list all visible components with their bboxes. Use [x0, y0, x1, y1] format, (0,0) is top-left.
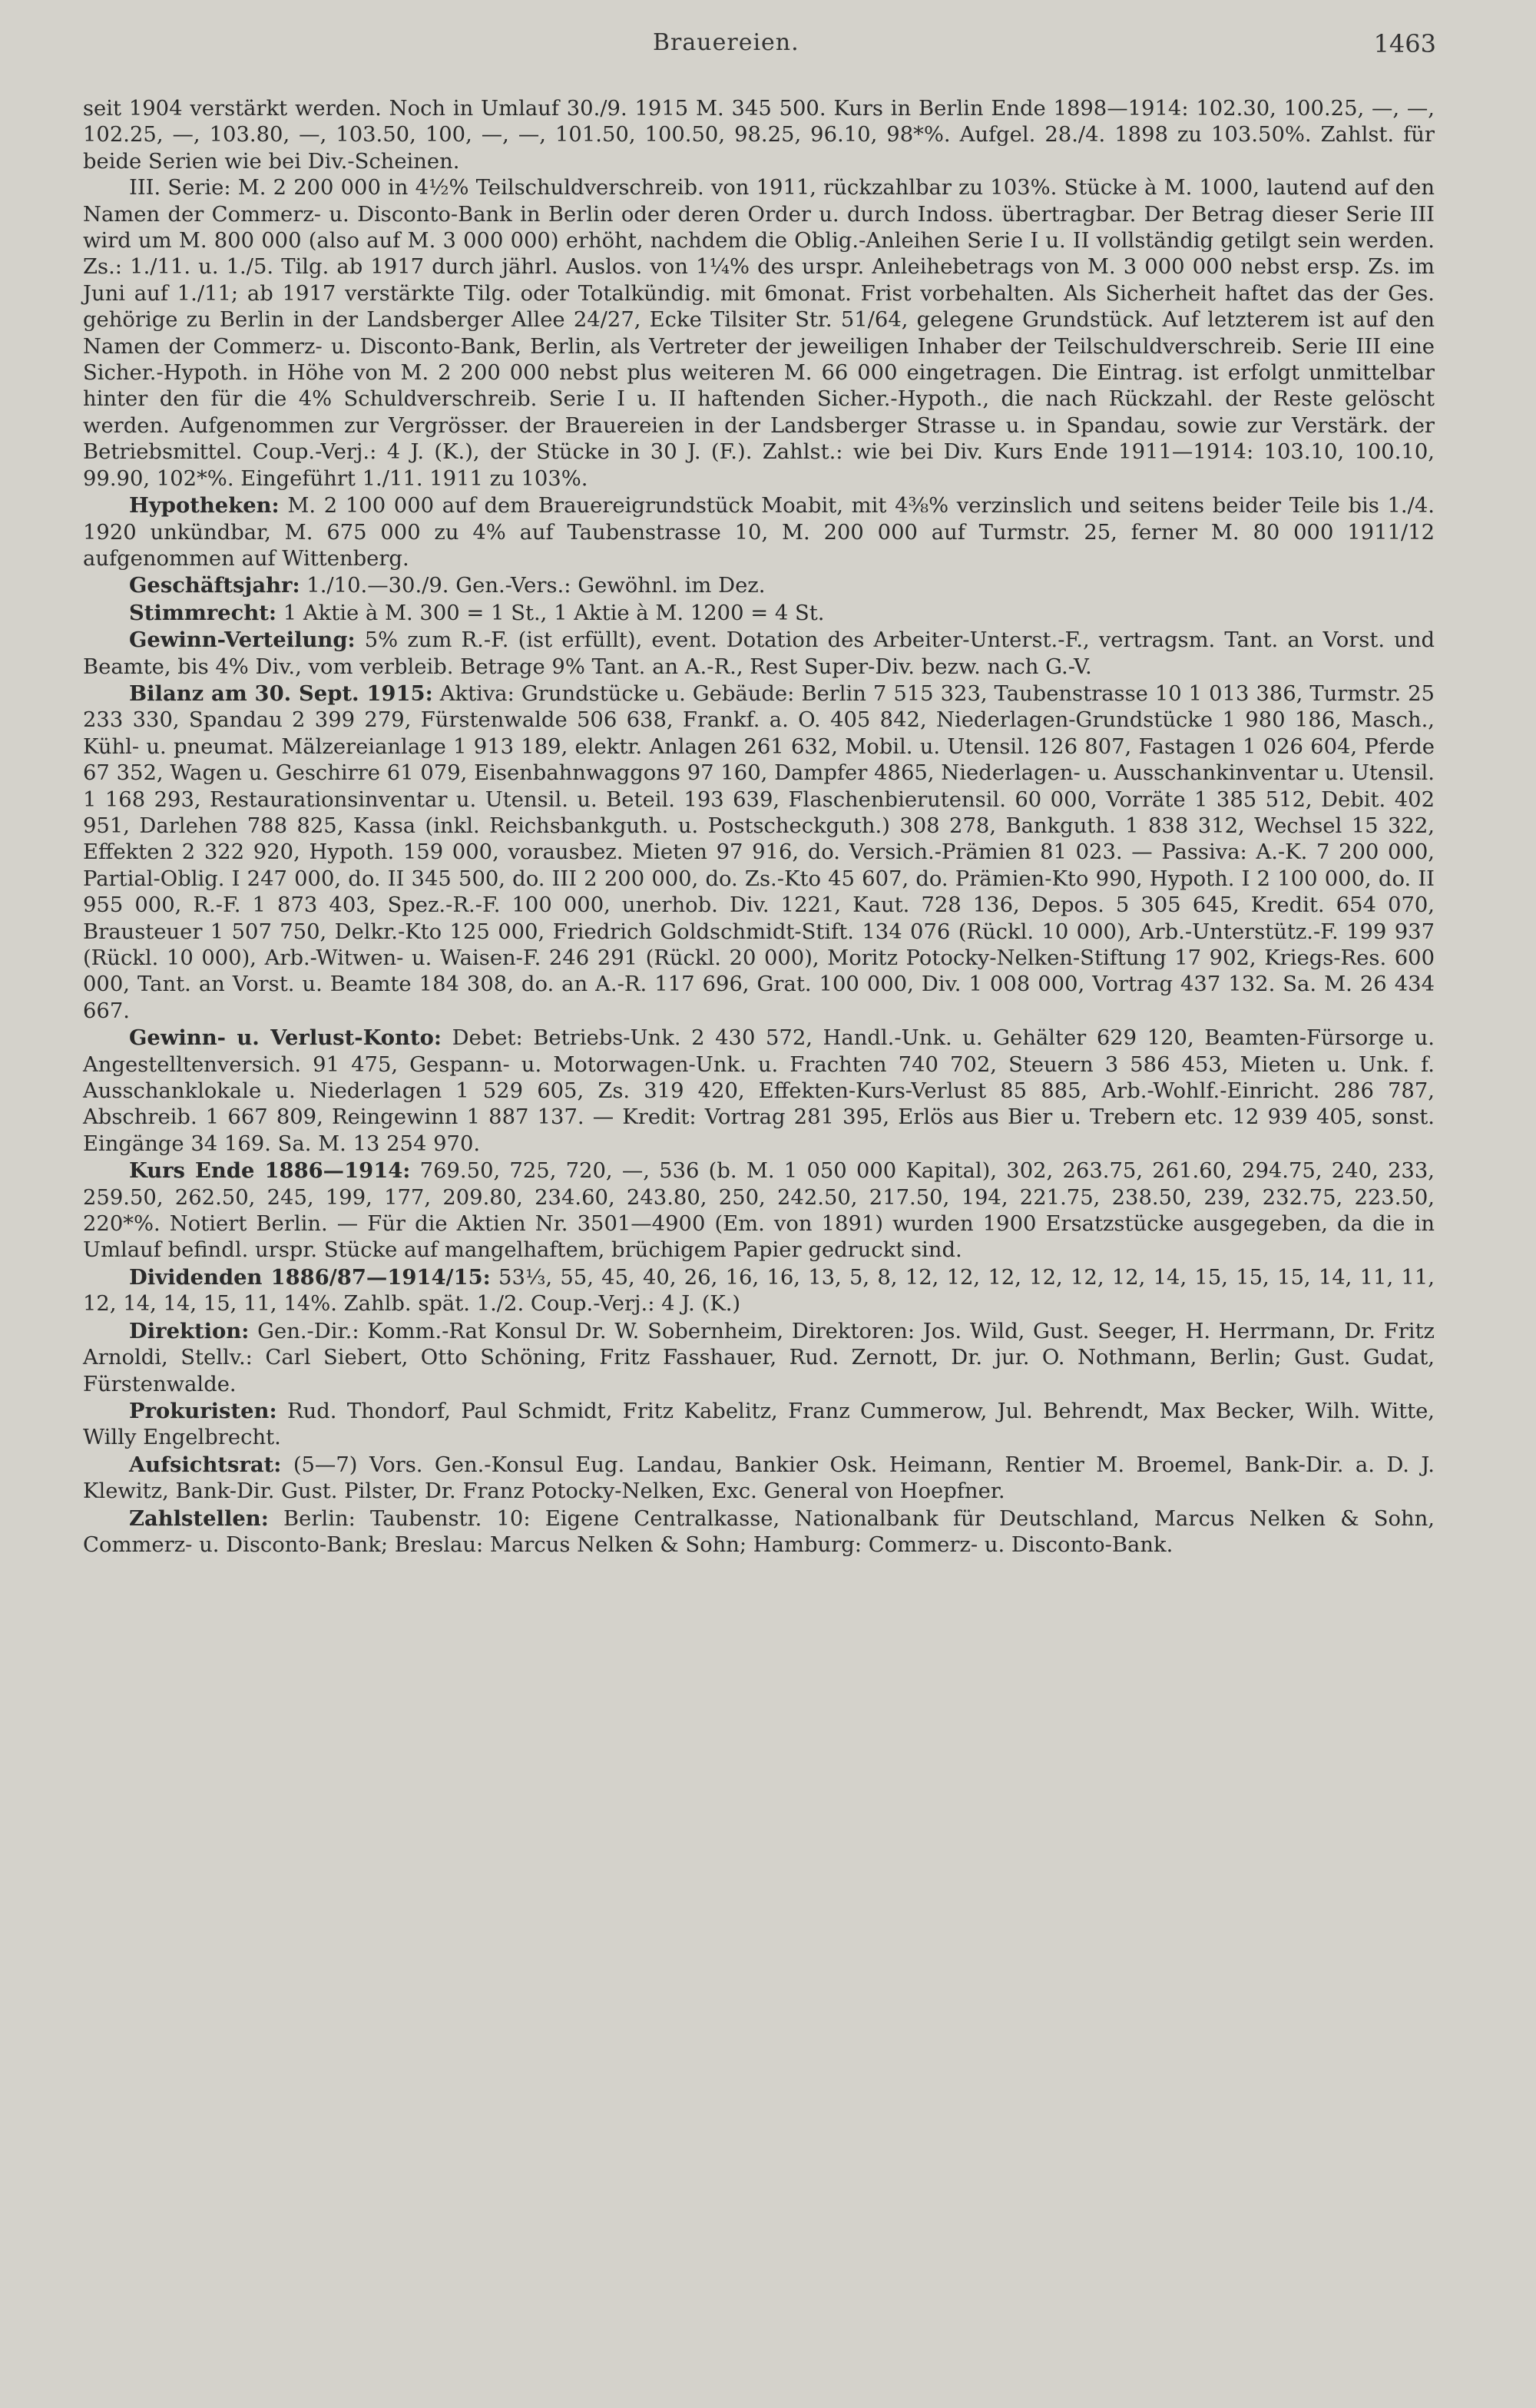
- paragraph-1: [83, 96, 1435, 175]
- section-label: Prokuristen:: [129, 1398, 277, 1423]
- article-body: [83, 96, 1435, 1558]
- page-number: 1463: [1373, 29, 1436, 58]
- section-label: Stimmrecht:: [129, 600, 277, 625]
- paragraph-text: (5—7) Vors. Gen.-Konsul Eug. Landau, Bankier Osk. Heimann, Rentier M. Broemel, Bank-Dir. a. D. J. Klewitz, Bank-Dir. Gust. Pilster, Dr. Franz Potocky-Nelken, Exc. General von Hoepfner.: [83, 1452, 1435, 1504]
- paragraph-hypotheken: [83, 492, 1435, 572]
- section-label: Dividenden 1886/87—1914/15:: [129, 1264, 491, 1290]
- paragraph-text: Aktiva: Grundstücke u. Gebäude: Berlin 7 515 323, Taubenstrasse 10 1 013 386, Turmstr. 25 233 330, Spandau 2 399 279, Fürstenwalde 506 638, Frankf. a. O. 405 842, Niederlagen-Grundstücke 1 980 186, Masch., Kühl- u. pneumat. Mälzereianlage 1 913 189, elektr. Anlagen 261 632, Mobil. u. Utensil. 126 807, Fastagen 1 026 604, Pferde 67 352, Wagen u. Geschirre 61 079, Eisenbahnwaggons 97 160, Dampfer 4865, Niederlagen- u. Ausschankinventar u. Utensil. 1 168 293, Restaurationsinventar u. Utensil. u. Beteil. 193 639, Flaschenbierutensil. 60 000, Vorräte 1 385 512, Debit. 402 951, Darlehen 788 825, Kassa (inkl. Reichsbankguth. u. Postscheckguth.) 308 278, Bankguth. 1 838 312, Wechsel 15 322, Effekten 2 322 920, Hypoth. 159 000, vorausbez. Mieten 97 916, do. Versich.-Prämien 81 023. — Passiva: A.-K. 7 200 000, Partial-Oblig. I 247 000, do. II 345 500, do. III 2 200 000, do. Zs.-Kto 45 607, do. Prämien-Kto 990, Hypoth. I 2 100 000, do. II 955 000, R.-F. 1 873 403, Spez.-R.-F. 100 000, unerhob. Div. 1221, Kaut. 728 136, Depos. 5 305 645, Kredit. 654 070, Brausteuer 1 507 750, Delkr.-Kto 125 000, Friedrich Goldschmidt-Stift. 134 076 (Rückl. 10 000), Arb.-Unterstütz.-F. 199 937 (Rückl. 10 000), Arb.-Witwen- u. Waisen-F. 246 291 (Rückl. 20 000), Moritz Potocky-Nelken-Stiftung 17 902, Kriegs-Res. 600 000, Tant. an Vorst. u. Beamte 184 308, do. an A.-R. 117 696, Grat. 100 000, Div. 1 008 000, Vortrag 437 132. Sa. M. 26 434 667.: [83, 681, 1435, 1023]
- paragraph-dividenden: [83, 1264, 1435, 1318]
- section-label: Zahlstellen:: [129, 1505, 269, 1531]
- paragraph-text: 1./10.—30./9. Gen.-Vers.: Gewöhnl. im Dez.: [306, 574, 766, 598]
- paragraph-text: Berlin: Taubenstr. 10: Eigene Centralkasse, Nationalbank für Deutschland, Marcus Nelken & Sohn, Commerz- u. Disconto-Bank; Breslau: Marcus Nelken & Sohn; Hamburg: Commerz- u. Disconto-Bank.: [83, 1506, 1435, 1557]
- paragraph-text: 53⅓, 55, 45, 40, 26, 16, 16, 13, 5, 8, 12, 12, 12, 12, 12, 12, 14, 15, 15, 15, 14, 11, 11, 12, 14, 14, 15, 11, 14%. Zahlb. spät. 1./2. Coup.-Verj.: 4 J. (K.): [83, 1265, 1435, 1317]
- paragraph-bilanz: [83, 681, 1435, 1025]
- paragraph-text: 5% zum R.-F. (ist erfüllt), event. Dotation des Arbeiter-Unterst.-F., vertragsm. Tant. an Vorst. und Beamte, bis 4% Div., vom verbleib. Betrage 9% Tant. an A.-R., Rest Super-Div. bezw. nach G.-V.: [83, 628, 1435, 679]
- section-label: Bilanz am 30. Sept. 1915:: [129, 681, 433, 706]
- paragraph-text: III. Serie: M. 2 200 000 in 4½% Teilschuldverschreib. von 1911, rückzahlbar zu 103%. Stücke à M. 1000, lautend auf den Namen der Commerz- u. Disconto-Bank in Berlin oder deren Order u. durch Indoss. übertragbar. Der Betrag dieser Serie III wird um M. 800 000 (also auf M. 3 000 000) erhöht, nachdem die Oblig.-Anleihen Serie I u. II vollständig getilgt sein werden. Zs.: 1./11. u. 1./5. Tilg. ab 1917 durch jährl. Auslos. von 1¼% des urspr. Anleihebetrags von M. 3 000 000 nebst ersp. Zs. im Juni auf 1./11; ab 1917 verstärkte Tilg. oder Totalkündig. mit 6monat. Frist vorbehalten. Als Sicherheit haftet das der Ges. gehörige zu Berlin in der Landsberger Allee 24/27, Ecke Tilsiter Str. 51/64, gelegene Grundstück. Auf letzterem ist auf den Namen der Commerz- u. Disconto-Bank, Berlin, als Vertreter der jeweiligen Inhaber der Teilschuldverschreib. Serie III eine Sicher.-Hypoth. in Höhe von M. 2 200 000 nebst plus weiteren M. 66 000 eingetragen. Die Eintrag. ist erfolgt unmittelbar hinter den für die 4% Schuldverschreib. Serie I u. II haftenden Sicher.-Hypoth., die nach Rückzahl. der Reste gelöscht werden. Aufgenommen zur Vergrösser. der Brauereien in der Landsberger Strasse u. in Spandau, sowie zur Verstärk. der Betriebsmittel. Coup.-Verj.: 4 J. (K.), der Stücke in 30 J. (F.). Zahlst.: wie bei Div. Kurs Ende 1911—1914: 103.10, 100.10, 99.90, 102*%. Eingeführt 1./11. 1911 zu 103%.: [83, 176, 1435, 491]
- paragraph-direktion: [83, 1318, 1435, 1398]
- paragraph-text: Gen.-Dir.: Komm.-Rat Konsul Dr. W. Sobernheim, Direktoren: Jos. Wild, Gust. Seeger, H. Herrmann, Dr. Fritz Arnoldi, Stellv.: Carl Siebert, Otto Schöning, Fritz Fasshauer, Rud. Zernott, Dr. jur. O. Nothmann, Berlin; Gust. Gudat, Fürstenwalde.: [83, 1319, 1435, 1396]
- paragraph-text: 1 Aktie à M. 300 = 1 St., 1 Aktie à M. 1200 = 4 St.: [283, 601, 825, 625]
- paragraph-gewinn-verlust: [83, 1025, 1435, 1158]
- paragraph-text: Debet: Betriebs-Unk. 2 430 572, Handl.-Unk. u. Gehälter 629 120, Beamten-Fürsorge u. Angestelltenversich. 91 475, Gespann- u. Motorwagen-Unk. u. Frachten 740 702, Steuern 3 586 453, Mieten u. Unk. f. Ausschanklokale u. Niederlagen 1 529 605, Zs. 319 420, Effekten-Kurs-Verlust 85 885, Arb.-Wohlf.-Einricht. 286 787, Abschreib. 1 667 809, Reingewinn 1 887 137. — Kredit: Vortrag 281 395, Erlös aus Bier u. Trebern etc. 12 939 405, sonst. Eingänge 34 169. Sa. M. 13 254 970.: [83, 1026, 1435, 1156]
- paragraph-prokuristen: [83, 1398, 1435, 1452]
- paragraph-geschaeftsjahr: [83, 572, 1435, 599]
- paragraph-stimmrecht: [83, 600, 1435, 627]
- section-label: Hypotheken:: [129, 493, 280, 518]
- paragraph-text: M. 2 100 000 auf dem Brauereigrundstück Moabit, mit 4⅜% verzinslich und seitens beider Teile bis 1./4. 1920 unkündbar, M. 675 000 zu 4% auf Taubenstrasse 10, M. 200 000 auf Turmstr. 25, ferner M. 80 000 1911/12 aufgenommen auf Wittenberg.: [83, 494, 1435, 571]
- section-label: Direktion:: [129, 1318, 250, 1343]
- paragraph-text: seit 1904 verstärkt werden. Noch in Umlauf 30./9. 1915 M. 345 500. Kurs in Berlin Ende 1898—1914: 102.30, 100.25, —, —, 102.25, —, 103.80, —, 103.50, 100, —, —, 101.50, 100.50, 98.25, 96.10, 98*%. Aufgel. 28./4. 1898 zu 103.50%. Zahlst. für beide Serien wie bei Div.-Scheinen.: [83, 97, 1435, 174]
- section-label: Gewinn- u. Verlust-Konto:: [129, 1025, 442, 1051]
- section-label: Geschäftsjahr:: [129, 573, 300, 598]
- section-label: Aufsichtsrat:: [129, 1452, 282, 1477]
- paragraph-kurs: [83, 1158, 1435, 1264]
- section-label: Kurs Ende 1886—1914:: [129, 1158, 411, 1184]
- paragraph-text: 769.50, 725, 720, —, 536 (b. M. 1 050 000 Kapital), 302, 263.75, 261.60, 294.75, 240, 233, 259.50, 262.50, 245, 199, 177, 209.80, 234.60, 243.80, 250, 242.50, 217.50, 194, 221.75, 238.50, 239, 232.75, 223.50, 220*%. Notiert Berlin. — Für die Aktien Nr. 3501—4900 (Em. von 1891) wurden 1900 Ersatzstücke ausgegeben, da die in Umlauf befindl. urspr. Stücke auf mangelhaftem, brüchigem Papier gedruckt sind.: [83, 1159, 1435, 1263]
- running-title: Brauereien.: [653, 29, 799, 56]
- section-label: Gewinn-Verteilung:: [129, 628, 356, 653]
- paragraph-gewinn-verteilung: [83, 627, 1435, 681]
- paragraph-zahlstellen: [83, 1505, 1435, 1559]
- paragraph-serie-iii: [83, 175, 1435, 492]
- paragraph-text: Rud. Thondorf, Paul Schmidt, Fritz Kabelitz, Franz Cummerow, Jul. Behrendt, Max Becker, Wilh. Witte, Willy Engelbrecht.: [83, 1399, 1435, 1450]
- paragraph-aufsichtsrat: [83, 1452, 1435, 1505]
- page-header: [0, 29, 1536, 68]
